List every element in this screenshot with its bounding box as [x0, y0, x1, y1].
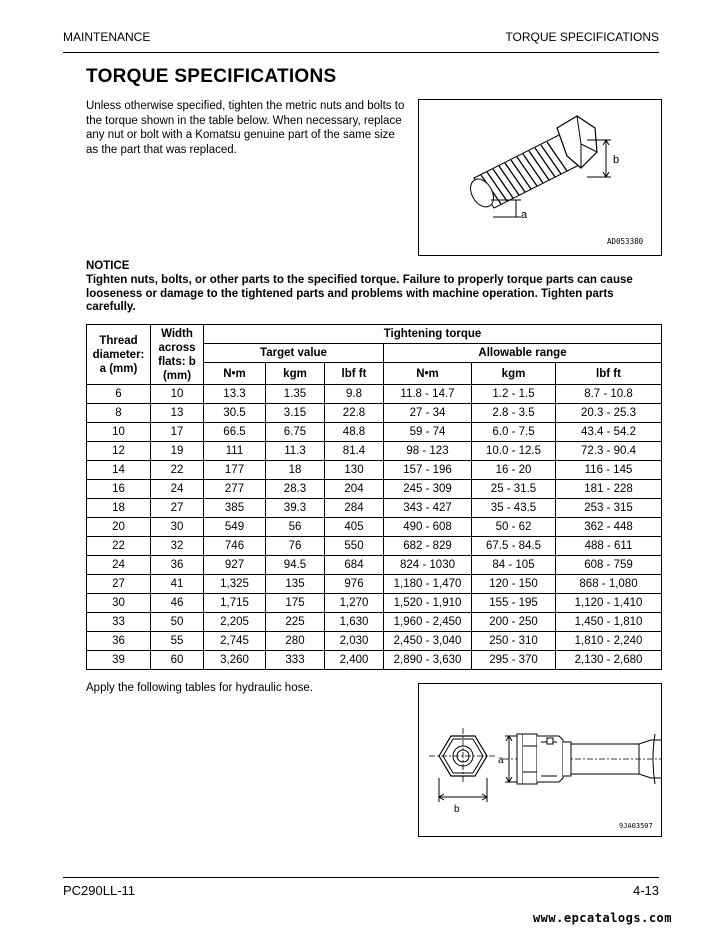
table-cell: 2,205 — [204, 613, 266, 632]
table-cell: 6.0 - 7.5 — [472, 423, 556, 442]
unit-header: N•m — [204, 363, 266, 385]
table-cell: 181 - 228 — [556, 480, 662, 499]
table-cell: 135 — [266, 575, 325, 594]
table-cell: 3.15 — [266, 404, 325, 423]
table-cell: 333 — [266, 651, 325, 670]
table-cell: 1,715 — [204, 594, 266, 613]
col-thread-header: Thread diameter: a (mm) — [87, 325, 151, 385]
table-cell: 868 - 1,080 — [556, 575, 662, 594]
table-cell: 488 - 611 — [556, 537, 662, 556]
table-cell: 8.7 - 10.8 — [556, 385, 662, 404]
table-cell: 22.8 — [325, 404, 384, 423]
table-cell: 175 — [266, 594, 325, 613]
table-cell: 20.3 - 25.3 — [556, 404, 662, 423]
table-row — [87, 575, 662, 594]
hose-note: Apply the following tables for hydraulic hose. — [86, 682, 313, 694]
table-cell: 27 — [87, 575, 151, 594]
table-row — [87, 518, 662, 537]
dim-a-label: a — [521, 209, 528, 221]
table-cell: 3,260 — [204, 651, 266, 670]
table-cell: 30 — [87, 594, 151, 613]
table-cell: 32 — [151, 537, 204, 556]
table-cell: 1,810 - 2,240 — [556, 632, 662, 651]
table-cell: 36 — [151, 556, 204, 575]
table-cell: 976 — [325, 575, 384, 594]
torque-table-body — [87, 385, 662, 670]
table-row — [87, 537, 662, 556]
table-cell: 2.8 - 3.5 — [472, 404, 556, 423]
table-cell: 33 — [87, 613, 151, 632]
table-cell: 608 - 759 — [556, 556, 662, 575]
table-cell: 155 - 195 — [472, 594, 556, 613]
table-cell: 43.4 - 54.2 — [556, 423, 662, 442]
dim-a-label: a — [498, 755, 504, 766]
unit-header: N•m — [384, 363, 472, 385]
table-cell: 25 - 31.5 — [472, 480, 556, 499]
table-cell: 59 - 74 — [384, 423, 472, 442]
table-cell: 12 — [87, 442, 151, 461]
table-cell: 295 - 370 — [472, 651, 556, 670]
table-row — [87, 480, 662, 499]
allowable-range-header: Allowable range — [384, 344, 662, 363]
table-cell: 27 - 34 — [384, 404, 472, 423]
header-title: TORQUE SPECIFICATIONS — [505, 30, 659, 44]
table-cell: 39.3 — [266, 499, 325, 518]
unit-header: lbf ft — [325, 363, 384, 385]
table-cell: 35 - 43.5 — [472, 499, 556, 518]
table-cell: 824 - 1030 — [384, 556, 472, 575]
table-cell: 2,745 — [204, 632, 266, 651]
table-cell: 81.4 — [325, 442, 384, 461]
table-cell: 11.8 - 14.7 — [384, 385, 472, 404]
table-cell: 2,030 — [325, 632, 384, 651]
table-cell: 6 — [87, 385, 151, 404]
table-row — [87, 613, 662, 632]
dim-b-label: b — [454, 804, 460, 815]
table-cell: 55 — [151, 632, 204, 651]
table-cell: 24 — [151, 480, 204, 499]
table-row — [87, 556, 662, 575]
table-row — [87, 632, 662, 651]
torque-table — [86, 324, 662, 670]
table-cell: 11.3 — [266, 442, 325, 461]
table-cell: 76 — [266, 537, 325, 556]
table-row — [87, 651, 662, 670]
unit-header: kgm — [472, 363, 556, 385]
table-cell: 6.75 — [266, 423, 325, 442]
table-cell: 1,960 - 2,450 — [384, 613, 472, 632]
footer-rule — [63, 877, 659, 878]
table-cell: 1,180 - 1,470 — [384, 575, 472, 594]
table-cell: 98 - 123 — [384, 442, 472, 461]
table-cell: 72.3 - 90.4 — [556, 442, 662, 461]
notice-text: Tighten nuts, bolts, or other parts to the specified torque. Failure to properly torque parts can cause looseness or damage to the tightened parts and problems with machine operation. Tighten parts carefully. — [86, 274, 633, 313]
table-cell: 19 — [151, 442, 204, 461]
dim-b-label: b — [613, 154, 620, 166]
table-cell: 20 — [87, 518, 151, 537]
table-row — [87, 442, 662, 461]
bolt-illustration — [419, 100, 661, 255]
table-cell: 111 — [204, 442, 266, 461]
table-cell: 277 — [204, 480, 266, 499]
table-cell: 1,325 — [204, 575, 266, 594]
table-cell: 250 - 310 — [472, 632, 556, 651]
table-cell: 18 — [87, 499, 151, 518]
table-cell: 2,400 — [325, 651, 384, 670]
table-cell: 120 - 150 — [472, 575, 556, 594]
table-cell: 30.5 — [204, 404, 266, 423]
notice-heading: NOTICE — [86, 260, 130, 272]
table-cell: 1,520 - 1,910 — [384, 594, 472, 613]
table-cell: 16 — [87, 480, 151, 499]
table-cell: 60 — [151, 651, 204, 670]
table-cell: 36 — [87, 632, 151, 651]
table-cell: 245 - 309 — [384, 480, 472, 499]
table-cell: 343 - 427 — [384, 499, 472, 518]
table-cell: 18 — [266, 461, 325, 480]
table-cell: 27 — [151, 499, 204, 518]
unit-header: lbf ft — [556, 363, 662, 385]
table-cell: 682 - 829 — [384, 537, 472, 556]
table-cell: 549 — [204, 518, 266, 537]
table-cell: 30 — [151, 518, 204, 537]
table-cell: 253 - 315 — [556, 499, 662, 518]
table-cell: 22 — [87, 537, 151, 556]
col-width-header: Width across flats: b (mm) — [151, 325, 204, 385]
table-cell: 50 — [151, 613, 204, 632]
bolt-figure — [418, 99, 662, 256]
table-cell: 280 — [266, 632, 325, 651]
watermark-link[interactable]: www.epcatalogs.com — [532, 911, 672, 925]
table-cell: 385 — [204, 499, 266, 518]
page-number: 4-13 — [632, 883, 659, 898]
table-row — [87, 594, 662, 613]
table-cell: 746 — [204, 537, 266, 556]
table-cell: 116 - 145 — [556, 461, 662, 480]
table-cell: 39 — [87, 651, 151, 670]
unit-header: kgm — [266, 363, 325, 385]
table-cell: 177 — [204, 461, 266, 480]
table-cell: 10.0 - 12.5 — [472, 442, 556, 461]
table-cell: 684 — [325, 556, 384, 575]
tightening-torque-header: Tightening torque — [204, 325, 662, 344]
table-cell: 157 - 196 — [384, 461, 472, 480]
table-cell: 927 — [204, 556, 266, 575]
table-cell: 405 — [325, 518, 384, 537]
table-row — [87, 385, 662, 404]
table-cell: 17 — [151, 423, 204, 442]
header-section: MAINTENANCE — [63, 30, 151, 44]
table-cell: 2,130 - 2,680 — [556, 651, 662, 670]
target-value-header: Target value — [204, 344, 384, 363]
table-cell: 66.5 — [204, 423, 266, 442]
table-cell: 1,270 — [325, 594, 384, 613]
table-cell: 200 - 250 — [472, 613, 556, 632]
table-row — [87, 404, 662, 423]
table-cell: 10 — [151, 385, 204, 404]
table-cell: 284 — [325, 499, 384, 518]
table-cell: 13.3 — [204, 385, 266, 404]
table-cell: 2,450 - 3,040 — [384, 632, 472, 651]
page-title: TORQUE SPECIFICATIONS — [86, 66, 337, 87]
table-cell: 14 — [87, 461, 151, 480]
table-cell: 204 — [325, 480, 384, 499]
figure-code: 9JA03507 — [619, 822, 653, 830]
table-cell: 9.8 — [325, 385, 384, 404]
table-cell: 1.35 — [266, 385, 325, 404]
table-row — [87, 499, 662, 518]
table-cell: 550 — [325, 537, 384, 556]
intro-paragraph: Unless otherwise specified, tighten the metric nuts and bolts to the torque shown in the table below. When necessary, replace any nut or bolt with a Komatsu genuine part of the same size as the part that was replaced. — [86, 100, 405, 156]
table-cell: 24 — [87, 556, 151, 575]
table-cell: 13 — [151, 404, 204, 423]
table-cell: 16 - 20 — [472, 461, 556, 480]
table-cell: 28.3 — [266, 480, 325, 499]
table-cell: 94.5 — [266, 556, 325, 575]
table-row — [87, 423, 662, 442]
table-cell: 8 — [87, 404, 151, 423]
table-cell: 84 - 105 — [472, 556, 556, 575]
table-cell: 130 — [325, 461, 384, 480]
table-cell: 490 - 608 — [384, 518, 472, 537]
table-cell: 67.5 - 84.5 — [472, 537, 556, 556]
figure-code: AD053380 — [607, 237, 644, 246]
table-cell: 10 — [87, 423, 151, 442]
hose-fitting-illustration — [419, 684, 661, 836]
table-cell: 46 — [151, 594, 204, 613]
table-cell: 225 — [266, 613, 325, 632]
table-cell: 2,890 - 3,630 — [384, 651, 472, 670]
header-rule — [63, 52, 659, 53]
table-cell: 1,120 - 1,410 — [556, 594, 662, 613]
table-row — [87, 461, 662, 480]
table-cell: 1,450 - 1,810 — [556, 613, 662, 632]
hose-figure — [418, 683, 662, 837]
table-cell: 50 - 62 — [472, 518, 556, 537]
table-cell: 22 — [151, 461, 204, 480]
table-cell: 48.8 — [325, 423, 384, 442]
table-cell: 1,630 — [325, 613, 384, 632]
table-cell: 1.2 - 1.5 — [472, 385, 556, 404]
table-cell: 56 — [266, 518, 325, 537]
table-cell: 362 - 448 — [556, 518, 662, 537]
footer-model: PC290LL-11 — [63, 883, 136, 898]
table-cell: 41 — [151, 575, 204, 594]
